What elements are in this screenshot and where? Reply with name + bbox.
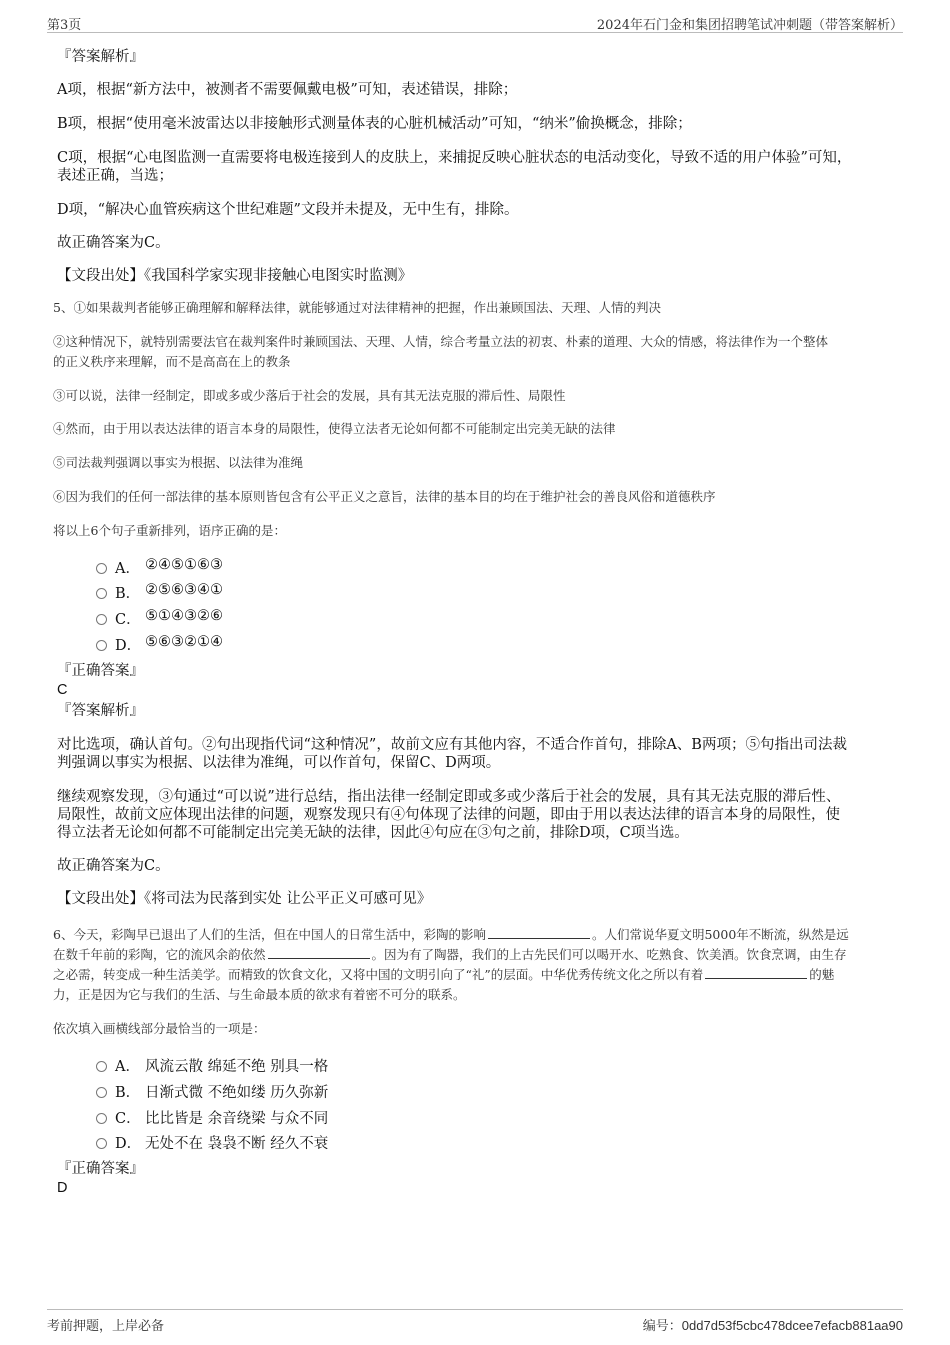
q5-source: 【文段出处】《将司法为民落到实处 让公平正义可感可见》: [57, 891, 432, 907]
q5-analysis-p2-line3: 得立法者无论如何都不可能制定出完美无缺的法律，因此④句应在③句之前，排除D项，C项当选。: [57, 825, 689, 841]
option-letter: C．: [115, 1111, 141, 1127]
q5-analysis-label: 『答案解析』: [57, 703, 144, 719]
radio-button[interactable]: [96, 640, 107, 651]
q5-analysis-p1-line1: 对比选项，确认首句。②句出现指代词“这种情况”，故前文应有其他内容，不适合作首句，排除A、B两项；⑤句指出司法裁: [57, 737, 847, 753]
option-text: 比比皆是 余音绕梁 与众不同: [145, 1111, 329, 1127]
option-text: ②④⑤①⑥③: [145, 557, 223, 573]
code-label: 编号：: [642, 1319, 682, 1334]
q6-text: 。人们常说华夏文明5000年不断流，纵然是远: [591, 927, 849, 942]
q4-analysis-a: A项，根据“新方法中，被测者不需要佩戴电极”可知，表述错误，排除；: [57, 82, 518, 98]
q5-sentence-5: ⑤司法裁判强调以事实为根据、以法律为准绳: [53, 455, 304, 470]
radio-button[interactable]: [96, 563, 107, 574]
page-header: [47, 12, 903, 33]
q5-sentence-2-line2: 的正义秩序来理解，而不是高高在上的教条: [53, 354, 291, 369]
q4-analysis-c-line1: C项，根据“心电图监测一直需要将电极连接到人的皮肤上，来捕捉反映心脏状态的电活动变化，导致不适的用户体验”可知，: [57, 150, 852, 166]
q6-passage-line2: [53, 945, 847, 965]
option-text: ⑤⑥③②①④: [145, 634, 223, 650]
radio-button[interactable]: [96, 614, 107, 625]
footer-slogan: 考前押题，上岸必备: [47, 1319, 165, 1334]
document-title: 2024年石门金和集团招聘笔试冲刺题（带答案解析）: [596, 18, 903, 33]
q5-sentence-3: ③可以说，法律一经制定，即或多或少落后于社会的发展，具有其无法克服的滞后性、局限性: [53, 388, 566, 403]
radio-button[interactable]: [96, 1113, 107, 1124]
q5-prompt: 将以上6个句子重新排列，语序正确的是：: [53, 523, 286, 538]
q4-source: 【文段出处】《我国科学家实现非接触心电图实时监测》: [57, 268, 413, 284]
option-letter: D．: [115, 1136, 142, 1152]
code-value: 0dd7d53f5cbc478dcee7efacb881aa90: [681, 1318, 903, 1333]
q6-text: 6、今天，彩陶早已退出了人们的生活，但在中国人的日常生活中，彩陶的影响: [53, 927, 486, 942]
radio-button[interactable]: [96, 1138, 107, 1149]
q4-analysis-d: D项，“解决心血管疾病这个世纪难题”文段并未提及，无中生有，排除。: [57, 202, 519, 218]
radio-button[interactable]: [96, 1087, 107, 1098]
q5-sentence-6: ⑥因为我们的任何一部法律的基本原则皆包含有公平正义之意旨，法律的基本目的均在于维护社会的善良风俗和道德秩序: [53, 489, 716, 504]
q4-analysis-c-line2: 表述正确，当选；: [57, 168, 173, 184]
q5-analysis-p2-line1: 继续观察发现，③句通过“可以说”进行总结，指出法律一经制定即或多或少落后于社会的发展，具有其无法克服的滞后性、: [57, 789, 841, 805]
q5-conclusion: 故正确答案为C。: [57, 858, 170, 874]
q6-text: 的魅: [809, 967, 835, 982]
q4-conclusion: 故正确答案为C。: [57, 235, 170, 251]
option-text: 无处不在 袅袅不断 经久不衰: [145, 1136, 329, 1152]
q5-sentence-1: 5、①如果裁判者能够正确理解和解释法律，就能够通过对法律精神的把握，作出兼顾国法、天理、人情的判决: [53, 300, 661, 315]
q4-analysis-label: 『答案解析』: [57, 49, 144, 65]
q5-answer-label: 『正确答案』: [57, 663, 144, 679]
q5-sentence-4: ④然而，由于用以表达法律的语言本身的局限性，使得立法者无论如何都不可能制定出完美无缺的法律: [53, 421, 616, 436]
q5-analysis-p1-line2: 判强调以事实为根据、以法律为准绳，可以作首句，保留C、D两项。: [57, 755, 501, 771]
option-letter: A．: [115, 561, 140, 577]
q5-analysis-p2-line2: 局限性，故前文应体现出法律的问题，观察发现只有④句体现了法律的问题，即由于用以表达法律的语言本身的局限性，使: [57, 807, 840, 823]
option-text: ②⑤⑥③④①: [145, 582, 223, 598]
option-letter: B．: [115, 586, 141, 602]
option-text: ⑤①④③②⑥: [145, 608, 223, 624]
q6-text: 在数千年前的彩陶，它的流风余韵依然: [53, 947, 266, 962]
q6-passage-line1: [53, 925, 849, 945]
q5-sentence-2-line1: ②这种情况下，就特别需要法官在裁判案件时兼顾国法、天理、人情，综合考量立法的初衷、朴素的道理、大众的情感，将法律作为一个整体: [53, 334, 829, 349]
q6-prompt: 依次填入画横线部分最恰当的一项是：: [53, 1021, 266, 1036]
q6-text: 。因为有了陶器，我们的上古先民们可以喝开水、吃熟食、饮美酒。饮食烹调，由生存: [371, 947, 847, 962]
option-letter: B．: [115, 1085, 141, 1101]
q4-analysis-b: B项，根据“使用毫米波雷达以非接触形式测量体表的心脏机械活动”可知，“纳米”偷换概念，排除；: [57, 116, 692, 132]
fill-blank-2: [268, 946, 370, 959]
page-footer: [47, 1309, 903, 1334]
radio-button[interactable]: [96, 588, 107, 599]
radio-button[interactable]: [96, 1061, 107, 1072]
option-letter: A．: [115, 1059, 140, 1075]
option-text: 日渐式微 不绝如缕 历久弥新: [145, 1085, 329, 1101]
q6-passage-line3: [53, 965, 834, 985]
q5-answer: C: [57, 682, 68, 698]
q6-answer: D: [57, 1180, 68, 1196]
page-number: 第3页: [47, 18, 82, 33]
document-id: [643, 1315, 903, 1334]
fill-blank-1: [488, 926, 590, 939]
q6-text: 之必需，转变成一种生活美学。而精致的饮食文化，又将中国的文明引向了“礼”的层面。中华优秀传统文化之所以有着: [53, 967, 704, 982]
option-text: 风流云散 绵延不绝 别具一格: [145, 1059, 329, 1075]
q6-passage-line4: 力，正是因为它与我们的生活、与生命最本质的欲求有着密不可分的联系。: [53, 987, 466, 1002]
option-letter: C．: [115, 612, 141, 628]
q6-answer-label: 『正确答案』: [57, 1161, 144, 1177]
fill-blank-3: [705, 966, 807, 979]
option-letter: D．: [115, 638, 142, 654]
